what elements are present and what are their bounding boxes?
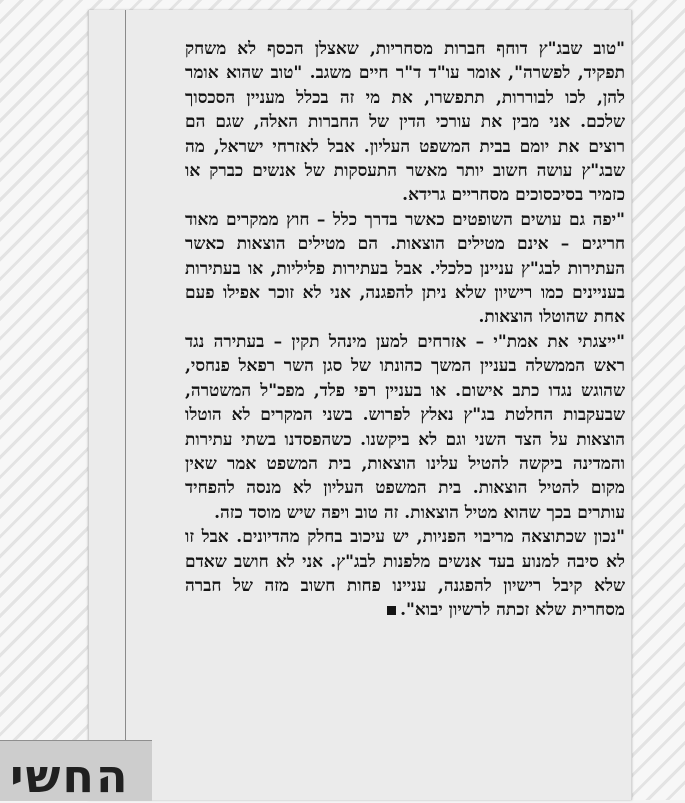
adjacent-clipping-fragment	[0, 740, 152, 801]
article-body	[185, 10, 625, 623]
column-rule	[125, 10, 126, 800]
article-paragraph: "נכון שכתוצאה מריבוי הפניות, יש עיכוב בחלק מהדיונים. אבל זו לא סיבה למנוע בעד אנשים מלפנות לבג"ץ. אני לא חושב שאדם שלא קיבל רישיון להפגנה, עניינו פחות חשוב מזה של חברה מסחרית שלא זכתה לרשיון יבוא".	[185, 527, 625, 621]
article-paragraph: "יפה גם עושים השופטים כאשר בדרך כלל – חוץ ממקרים מאוד חריגים – אינם מטילים הוצאות. הם מטילים הוצאות כאשר העתירות לבג"ץ עניינן כלכלי. אבל בעתירות פליליות, או בעתירות בעניינים כמו רישיון שלא ניתן להפגנה, אני לא זוכר אפילו פעם אחת שהוטלו הוצאות.	[185, 209, 625, 328]
article-paragraph-last	[185, 525, 625, 623]
adjacent-headline-fragment: החשי	[10, 749, 130, 803]
article-paragraph: "ייצגתי את אמת"י – אזרחים למען מינהל תקין – בעתירה נגד ראש הממשלה בעניין המשך כהונתו של סגן השר רפאל פנחסי, שהוגש נגדו כתב אישום. או בעניין רפי פלד, מפכ"ל המשטרה, שבעקבות החלטת בג"ץ נאלץ לפרוש. בשני המקרים לא הוטלו הוצאות על הצד השני וגם לא ביקשנו. כשהפסדנו בשתי עתירות והמדינה ביקשה להטיל עלינו הוצאות, בית המשפט אמר שאין מקום להטיל הוצאות. בית המשפט העליון לא מנסה להפחיד עותרים בכך שהוא מטיל הוצאות. זה טוב ויפה שיש מוסד כזה.	[185, 331, 625, 523]
article-paragraph: "טוב שבג"ץ דוחף חברות מסחריות, שאצלן הכסף לא משחק תפקיד, לפשרה", אומר עו"ד ד"ר חיים משגב. "טוב שהוא אומר להן, לכו לבוררות, תתפשרו, את מי זה בכלל מעניין הסכסוך שלכם. אני מבין את עורכי הדין של החברות האלה, שגם הם רוצים את יומם בבית המשפט העליון. אבל לאזרחי ישראל, מה שבג"ץ עושה חשוב יותר מאשר התעסקות של אנשים כברק או כזמיר בסיכסוכים מסחריים גרידא.	[185, 39, 625, 206]
newspaper-clipping	[88, 10, 632, 800]
end-of-article-mark-icon	[387, 606, 396, 615]
